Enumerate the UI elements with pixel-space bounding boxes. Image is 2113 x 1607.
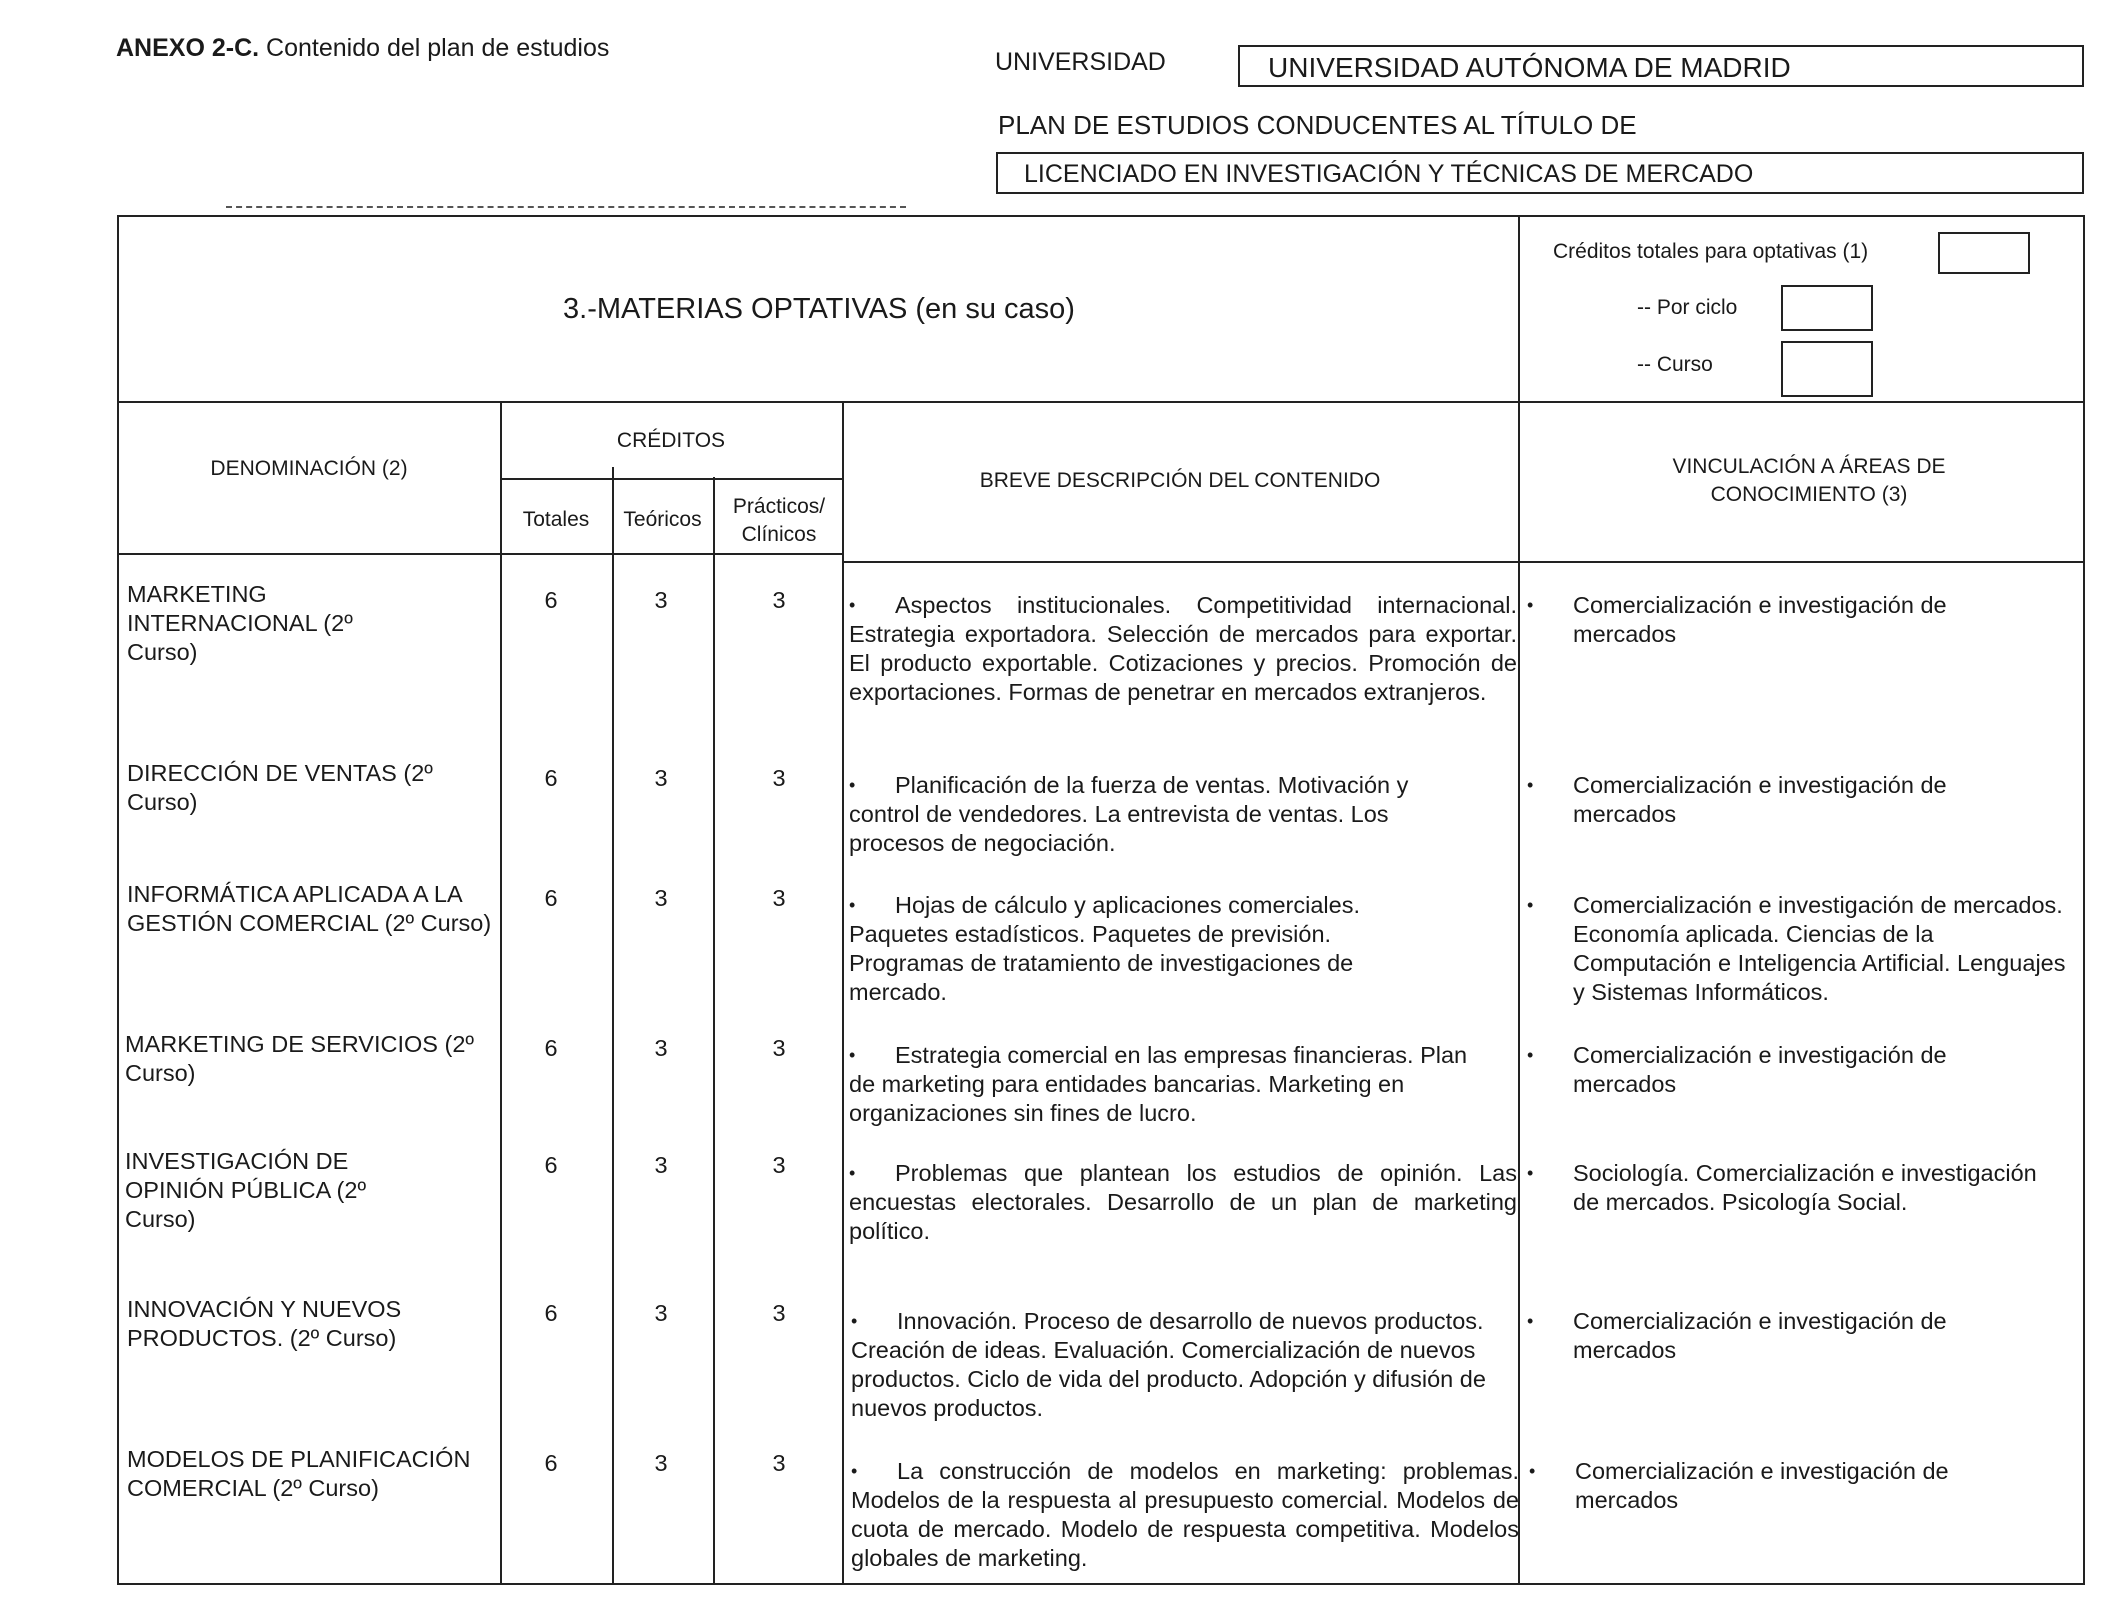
credits-teoricos: 3 [654, 1450, 668, 1476]
credits-totales: 6 [544, 765, 558, 791]
subject-name: DIRECCIÓN DE VENTAS (2º Curso) [127, 760, 433, 815]
credits-practicos: 3 [772, 1152, 786, 1178]
subject-description: Hojas de cálculo y aplicaciones comerciales. Paquetes estadísticos. Paquetes de previsión. Programas de tratamiento de investigaciones de mercado. [849, 892, 1360, 1005]
knowledge-areas: Comercialización e investigación de mercados [1573, 772, 1947, 827]
subject-name: INNOVACIÓN Y NUEVOS PRODUCTOS. (2º Curso) [127, 1296, 402, 1351]
divider [842, 401, 844, 1583]
bullet-icon: • [1527, 775, 1534, 795]
subject-name: MARKETING DE SERVICIOS (2º Curso) [125, 1031, 474, 1086]
header-creditos: CRÉDITOS [616, 429, 726, 452]
subject-name: MODELOS DE PLANIFICACIÓN COMERCIAL (2º Curso) [127, 1446, 471, 1501]
credits-practicos: 3 [772, 765, 786, 791]
bullet-icon: • [851, 1461, 858, 1481]
bullet-icon: • [849, 775, 856, 795]
subject-name: INVESTIGACIÓN DE OPINIÓN PÚBLICA (2º Curso) [125, 1148, 367, 1232]
subject-description: Estrategia comercial en las empresas financieras. Plan de marketing para entidades bancarias. Marketing en organizaciones sin fines de lucro. [849, 1042, 1468, 1126]
degree-title-box: LICENCIADO EN INVESTIGACIÓN Y TÉCNICAS DE MERCADO [996, 152, 2084, 194]
credits-teoricos: 3 [654, 1300, 668, 1326]
credits-totales: 6 [544, 1300, 558, 1326]
bullet-icon: • [1527, 1163, 1534, 1183]
divider [119, 553, 500, 555]
header-descripcion: BREVE DESCRIPCIÓN DEL CONTENIDO [979, 469, 1381, 492]
bullet-icon: • [1529, 1461, 1536, 1481]
subject-name: INFORMÁTICA APLICADA A LA GESTIÓN COMERCIAL (2º Curso) [127, 881, 492, 936]
knowledge-areas: Comercialización e investigación de mercados [1573, 1042, 1947, 1097]
credits-totales: 6 [544, 1450, 558, 1476]
credits-practicos: 3 [772, 587, 786, 613]
subject-description: Problemas que plantean los estudios de opinión. Las encuestas electorales. Desarrollo de un plan de marketing político. [849, 1160, 1517, 1244]
course-label: -- Curso [1637, 353, 1713, 376]
university-label: UNIVERSIDAD [995, 48, 1166, 76]
university-name-box: UNIVERSIDAD AUTÓNOMA DE MADRID [1238, 45, 2084, 87]
credits-total-label: Créditos totales para optativas (1) [1553, 240, 1869, 263]
bullet-icon: • [849, 595, 856, 615]
divider [119, 401, 2083, 403]
credits-totales: 6 [544, 1152, 558, 1178]
knowledge-areas: Comercialización e investigación de mercados [1573, 1308, 1947, 1363]
knowledge-areas: Comercialización e investigación de mercados [1573, 592, 1947, 647]
divider [612, 467, 614, 1583]
header-teoricos: Teóricos [623, 508, 702, 531]
bullet-icon: • [849, 895, 856, 915]
bullet-icon: • [849, 1045, 856, 1065]
credits-teoricos: 3 [654, 1035, 668, 1061]
credits-totales: 6 [544, 885, 558, 911]
annex-text: Contenido del plan de estudios [266, 34, 610, 62]
knowledge-areas: Sociología. Comercialización e investigación de mercados. Psicología Social. [1573, 1160, 2037, 1215]
credits-practicos: 3 [772, 1300, 786, 1326]
subject-description: La construcción de modelos en marketing: problemas. Modelos de la respuesta al presupuesto comercial. Modelos de cuota de mercado. Modelo de respuesta competitiva. Modelos globales de marketing. [851, 1458, 1519, 1571]
knowledge-areas: Comercialización e investigación de mercados. Economía aplicada. Ciencias de la Computación e Inteligencia Artificial. Lenguajes y Sistemas Informáticos. [1573, 892, 2066, 1005]
bullet-icon: • [849, 1163, 856, 1183]
divider [713, 477, 715, 1583]
divider [500, 553, 842, 555]
credits-total-box [1938, 232, 2030, 274]
course-box [1781, 341, 1873, 397]
annex-heading [116, 34, 609, 63]
divider [500, 401, 502, 1583]
subject-description: Planificación de la fuerza de ventas. Motivación y control de vendedores. La entrevista de ventas. Los procesos de negociación. [849, 772, 1409, 856]
credits-teoricos: 3 [654, 587, 668, 613]
bullet-icon: • [1527, 595, 1534, 615]
credits-totales: 6 [544, 587, 558, 613]
subject-description: Innovación. Proceso de desarrollo de nuevos productos. Creación de ideas. Evaluación. Comercialización de nuevos productos. Ciclo de vida del producto. Adopción y difusión de nuevos productos. [851, 1308, 1486, 1421]
optional-subjects-table [117, 215, 2085, 1585]
bullet-icon: • [1527, 1311, 1534, 1331]
credits-teoricos: 3 [654, 885, 668, 911]
knowledge-areas: Comercialización e investigación de mercados [1575, 1458, 1949, 1513]
credits-practicos: 3 [772, 1450, 786, 1476]
credits-teoricos: 3 [654, 1152, 668, 1178]
subject-description: Aspectos institucionales. Competitividad internacional. Estrategia exportadora. Selección de mercados para exportar. El producto exportable. Cotizaciones y precios. Promoción de exportaciones. Formas de penetrar en mercados extranjeros. [849, 592, 1517, 705]
per-cycle-label: -- Por ciclo [1637, 296, 1738, 319]
divider [226, 206, 906, 208]
divider [1518, 217, 1520, 1583]
credits-teoricos: 3 [654, 765, 668, 791]
credits-practicos: 3 [772, 1035, 786, 1061]
bullet-icon: • [1527, 895, 1534, 915]
subject-name: MARKETING INTERNACIONAL (2º Curso) [127, 581, 353, 665]
section-title: 3.-MATERIAS OPTATIVAS (en su caso) [563, 293, 1075, 325]
header-totales: Totales [522, 508, 590, 531]
annex-number: ANEXO 2-C. [116, 34, 260, 62]
credits-totales: 6 [544, 1035, 558, 1061]
divider [500, 478, 842, 480]
divider [842, 561, 2083, 563]
header-denominacion: DENOMINACIÓN (2) [210, 457, 408, 480]
header-practicos: Prácticos/ Clínicos [732, 495, 826, 546]
plan-label: PLAN DE ESTUDIOS CONDUCENTES AL TÍTULO DE [998, 110, 1637, 140]
per-cycle-box [1781, 285, 1873, 331]
bullet-icon: • [851, 1311, 858, 1331]
header-vinculacion: VINCULACIÓN A ÁREAS DE CONOCIMIENTO (3) [1672, 455, 1946, 506]
credits-practicos: 3 [772, 885, 786, 911]
bullet-icon: • [1527, 1045, 1534, 1065]
